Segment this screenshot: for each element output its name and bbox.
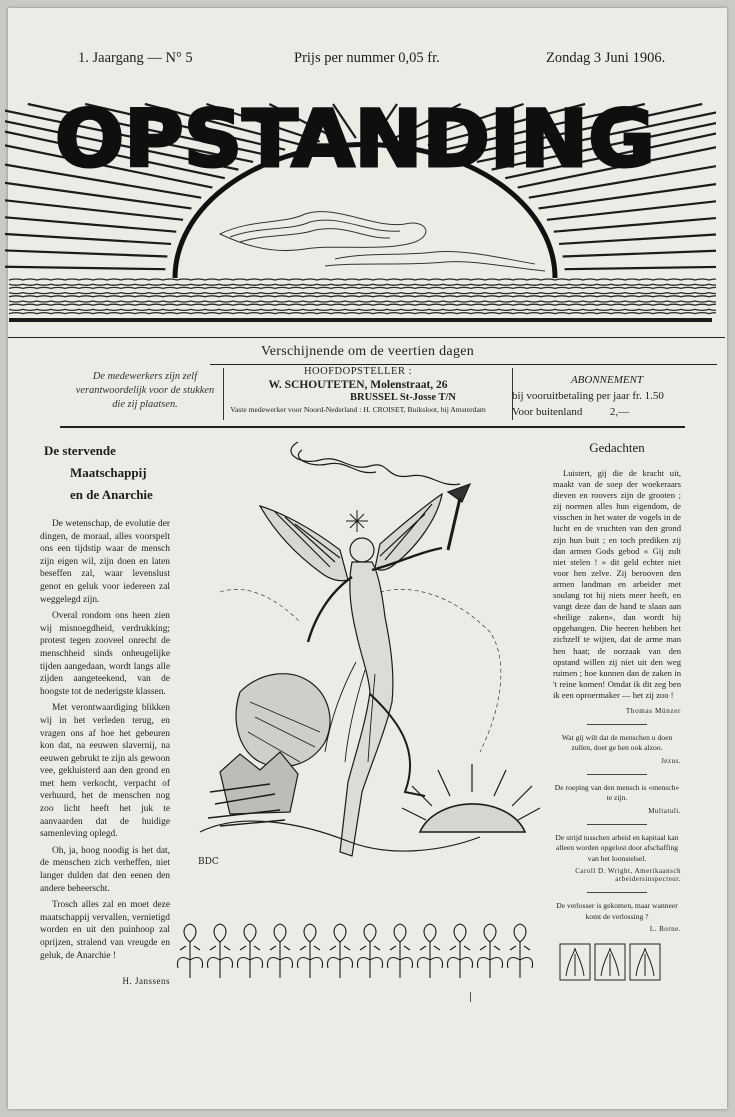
gedachten-quote: Wat gij wilt dat de menschen u doen zullen, doet ge hen ook alzoo. (561, 732, 673, 753)
gedachten-quote: De verlosser is gekomen, maar wanneer komt de verlossing ? (556, 901, 678, 921)
article-signature: H. Janssens (122, 976, 170, 987)
lily-icon (238, 924, 263, 978)
separator (587, 724, 647, 725)
gedachten-quote: De roeping van den mensch is «mensch» te zijn. (554, 782, 680, 803)
article-paragraph: Oh, ja, hoog noodig is het dat, de menschen zich verheffen, niet langer dulden dat den eenen den andere beheerscht. (40, 845, 170, 894)
contributors-disclaimer: De medewerkers zijn zelf verantwoordelijk voor de stukken die zij plaatsen. (75, 371, 215, 410)
nl-contact: Vaste medewerker voor Noord-Nederland : H. CROISET, Buiksloot, bij Amsterdam (230, 405, 486, 414)
lily-icon (208, 924, 233, 978)
gedachten-main-quote: Luistert, gij die de kracht uit, maakt van de soep der woekeraars dieven en roovers zijn de grooten ; zij noemen alles hun eigendom, de visschen in het water de vogels in de lucht en de vruchten van den grond zijn hun buit ; en toch prediken zij dan armen Gods gebod « Gij zult niet stelen ! » dit geld echter niet voor hen zelve. Zij berooven den armen landman en arbeider met soulang tot hij niets meer heeft, en vangt deze dan de hand te slaan aan «heilige zaken», dan wordt hij opgehangen. Die heeren hebben het zichzelf te wijten, dat de arme man hen haat; de oorzaak van den opstand willen zij niet uit den weg ruimen ; hoe kunnen dan de zaken in 't reine komen! Omdat ik dit zeg ben ik een oproermaker — het zij zoo ! (553, 468, 681, 700)
gedachten-quote: De strijd tusschen arbeid en kapitaal kan alleen worden opgelost door afschaffing van het loonstelsel. (555, 832, 679, 863)
subscription-title: ABONNEMENT (570, 374, 644, 386)
flower-frieze (176, 920, 536, 982)
separator (587, 892, 647, 893)
lily-icon (358, 924, 383, 978)
subscription-block (512, 372, 702, 420)
left-wing (260, 506, 348, 581)
torch (448, 498, 460, 550)
angel-head (350, 538, 374, 562)
gedachten-quote-author: Jezus. (661, 756, 681, 765)
article-title-line3: en de Anarchie (70, 487, 153, 502)
lily-icon (418, 924, 443, 978)
subscription-yearly: bij vooruitbetaling per jaar fr. 1.50 (512, 390, 664, 402)
small-sun (420, 804, 525, 832)
gedachten-quote-author: L. Borne. (649, 925, 681, 934)
article-paragraph: Trosch alles zal en moet deze maatschappij vervallen, vernietigd worden en uit den puinhoop zal oprijzen, stralend van vreugde en geluk, de Anarchie ! (40, 900, 170, 961)
separator (587, 774, 647, 775)
separator (587, 824, 647, 825)
lily-icon (268, 924, 293, 978)
lily-icon (448, 924, 473, 978)
artist-monogram: BDC (198, 857, 219, 867)
lily-icon (298, 924, 323, 978)
article-anarchie (40, 440, 170, 986)
masthead-illustration (5, 74, 716, 336)
gedachten-quote-author: Multatuli. (648, 806, 681, 815)
article-paragraph: De wetenschap, de evolutie der dingen, de moraal, alles voorspelt ons een tijdstip waar de mensch zijn eigen wil, zijn doen en laten beseffen zal, waar levenslust genot en geluk voor iedereen zal weggelegd zijn. (40, 519, 170, 605)
torch-smoke (291, 442, 460, 485)
lily-icon (508, 924, 533, 978)
angel-illustration (180, 432, 540, 902)
gedachten-title: Gedachten (589, 440, 645, 455)
editor-label: HOOFDOPSTELLER : (303, 366, 413, 377)
newspaper-title: OPSTANDING (55, 95, 655, 185)
editor-block (208, 366, 508, 414)
publication-frequency: Verschijnende om de veertien dagen (260, 344, 475, 359)
lily-icon (478, 924, 503, 978)
volume-number: 1. Jaargang — N° 5 (78, 50, 193, 66)
lily-icon (178, 924, 203, 978)
lily-icon (388, 924, 413, 978)
star-icon (346, 510, 368, 532)
editor-address: W. SCHOUTETEN, Molenstraat, 26 (268, 379, 448, 391)
page-mark (470, 992, 475, 1002)
gedachten-main-author: Thomas Münzer (625, 706, 681, 715)
subscription-abroad: Voor buitenland 2,— (512, 406, 630, 418)
article-paragraph: Overal rondom ons heen zien wij misnoegdheid, verdrukking; protest tegen zooveel onrecht de menschheid sinds onheugelijke tijden aangedaan, wordt langs alle zijden aangeteekend, van de hoogste tot de nederigste klassen. (40, 611, 170, 697)
horizon-waves (9, 279, 716, 314)
tulip-ornament (558, 940, 662, 984)
article-paragraph: Met verontwaardiging blikken wij in het verleden terug, en vragen ons af hoe het gebeuren kon dat, na eeuwen slavernij, na eeuwen gebrukt te zijn als gewoon vee, gekluisterd aan den grond en met hem verkocht, verpacht of verhuurd, het de menschen nog zoo licht heeft het juk te aanvaarden dat de huidige samenleving oplegd. (40, 703, 170, 840)
fallen-figure (236, 674, 330, 767)
lily-icon (328, 924, 353, 978)
article-title-line2: Maatschappij (70, 465, 147, 480)
article-title (40, 440, 170, 506)
gedachten-quote-author: Caroll D. Wright, Amerikaansch arbeidersinspecteur. (575, 867, 681, 884)
gedachten-column (553, 440, 681, 933)
issue-price: Prijs per nummer 0,05 fr. (294, 50, 440, 66)
editor-city: BRUSSEL St-Josse T/N (349, 392, 456, 403)
article-title-line1: De stervende (44, 443, 116, 458)
lowered-arm (308, 577, 352, 642)
issue-date: Zondag 3 Juni 1906. (546, 50, 666, 66)
